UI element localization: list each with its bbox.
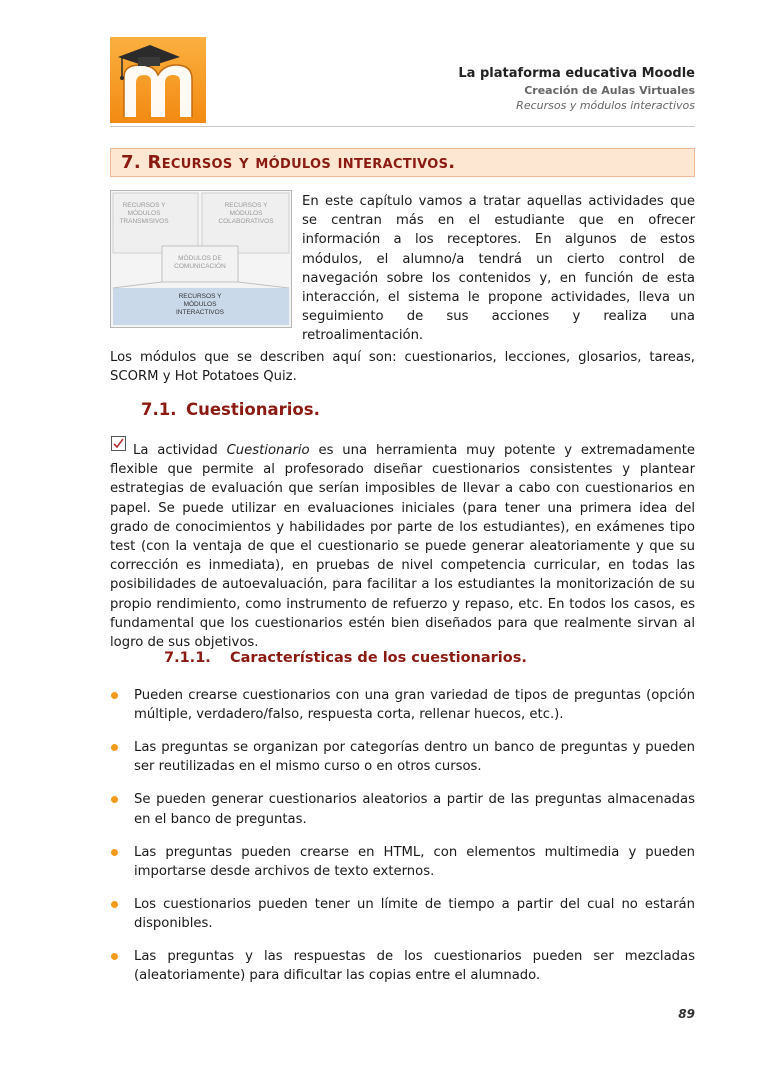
- modules-diagram: [110, 190, 292, 328]
- section-number: 7.1.: [141, 400, 177, 419]
- list-item: [110, 738, 695, 776]
- list-item-text: Se pueden generar cuestionarios aleatorios a partir de las preguntas almacenadas en el banco de preguntas.: [134, 792, 695, 827]
- bullet-icon: [111, 796, 118, 803]
- header-subtitle: Creación de Aulas Virtuales: [524, 84, 695, 97]
- list-item: [110, 947, 695, 985]
- moodle-logo: [110, 37, 206, 123]
- section-heading: [141, 400, 320, 419]
- list-item: [110, 895, 695, 933]
- diagram-label-colaborativos: RECURSOS Y MÓDULOS COLABORATIVOS: [218, 202, 274, 225]
- header-section: Recursos y módulos interactivos: [516, 99, 695, 112]
- header-divider: [110, 126, 695, 127]
- list-item: [110, 843, 695, 881]
- list-item-text: Las preguntas pueden crearse en HTML, con elementos multimedia y pueden importarse desde archivos de texto externos.: [134, 844, 695, 879]
- quiz-paragraph: [110, 441, 695, 652]
- bullet-icon: [111, 953, 118, 960]
- list-item: [110, 790, 695, 828]
- bullet-icon: [111, 901, 118, 908]
- diagram-label-comunicacion: MÓDULOS DE COMUNICACIÓN: [174, 255, 226, 270]
- bullet-icon: [111, 692, 118, 699]
- quiz-emphasis: Cuestionario: [226, 443, 310, 458]
- page-number: 89: [678, 1007, 695, 1021]
- subsection-title: Características de los cuestionarios.: [230, 650, 527, 666]
- diagram-label-transmisivos: RECURSOS Y MÓDULOS TRANSMISIVOS: [119, 202, 169, 225]
- list-item-text: Las preguntas y las respuestas de los cuestionarios pueden ser mezcladas (aleatoriamente) para dificultar las copias entre el alumnado.: [134, 949, 695, 984]
- list-item: [110, 686, 695, 724]
- quiz-lead: La actividad: [133, 443, 227, 458]
- section-title: Cuestionarios.: [186, 400, 320, 419]
- list-item-text: Las preguntas se organizan por categorías dentro un banco de preguntas y pueden ser reutilizadas en el mismo curso o en otros cursos.: [134, 740, 695, 775]
- bullet-icon: [111, 849, 118, 856]
- quiz-body: es una herramienta muy potente y extremadamente flexible que permite al profesorado diseñar cuestionarios consistentes y plantear estrategias de evaluación que serían imposibles de llevar a cabo con cuestionarios en papel. Se puede utilizar en evaluaciones iniciales (para tener una primera idea del grado de conocimientos y habilidades por parte de los estudiantes), en exámenes tipo test (con la ventaja de que el cuestionario se puede generar aleatoriamente y que su corrección es inmediata), en pruebas de nivel competencia curricular, en todas las posibilidades de autoevaluación, para facilitar a los estudiantes la monitorización de su propio rendimiento, como instrumento de refuerzo y repaso, etc. En todos los casos, es fundamental que los cuestionarios estén bien diseñados para que realmente sirvan al logro de sus objetivos.: [110, 443, 695, 651]
- subsection-number: 7.1.1.: [164, 650, 211, 666]
- list-item-text: Pueden crearse cuestionarios con una gran variedad de tipos de preguntas (opción múltiple, verdadero/falso, respuesta corta, rellenar huecos, etc.).: [134, 688, 695, 723]
- intro-paragraph: En este capítulo vamos a tratar aquellas actividades que se centran más en el estudiante que en ofrecer información a los receptores. En algunos de estos módulos, el alumno/a tendrá un cierto control de navegación sobre los contenidos y, en función de esta interacción, el sistema le propone actividades, lleva un seguimiento de sus acciones y realiza una retroalimentación.: [302, 194, 695, 344]
- header-title: La plataforma educativa Moodle: [458, 66, 695, 81]
- features-list: [110, 686, 695, 999]
- modules-paragraph: Los módulos que se describen aquí son: cuestionarios, lecciones, glosarios, tareas, SCORM y Hot Potatoes Quiz.: [110, 350, 695, 385]
- list-item-text: Los cuestionarios pueden tener un límite de tiempo a partir del cual no estarán disponibles.: [134, 896, 695, 932]
- diagram-label-interactivos: RECURSOS Y MÓDULOS INTERACTIVOS: [175, 293, 225, 316]
- chapter-heading: 7. Recursos y módulos interactivos.: [121, 152, 456, 173]
- bullet-icon: [111, 744, 118, 751]
- subsection-heading: [164, 650, 527, 666]
- chapter-heading-bar: [110, 148, 695, 177]
